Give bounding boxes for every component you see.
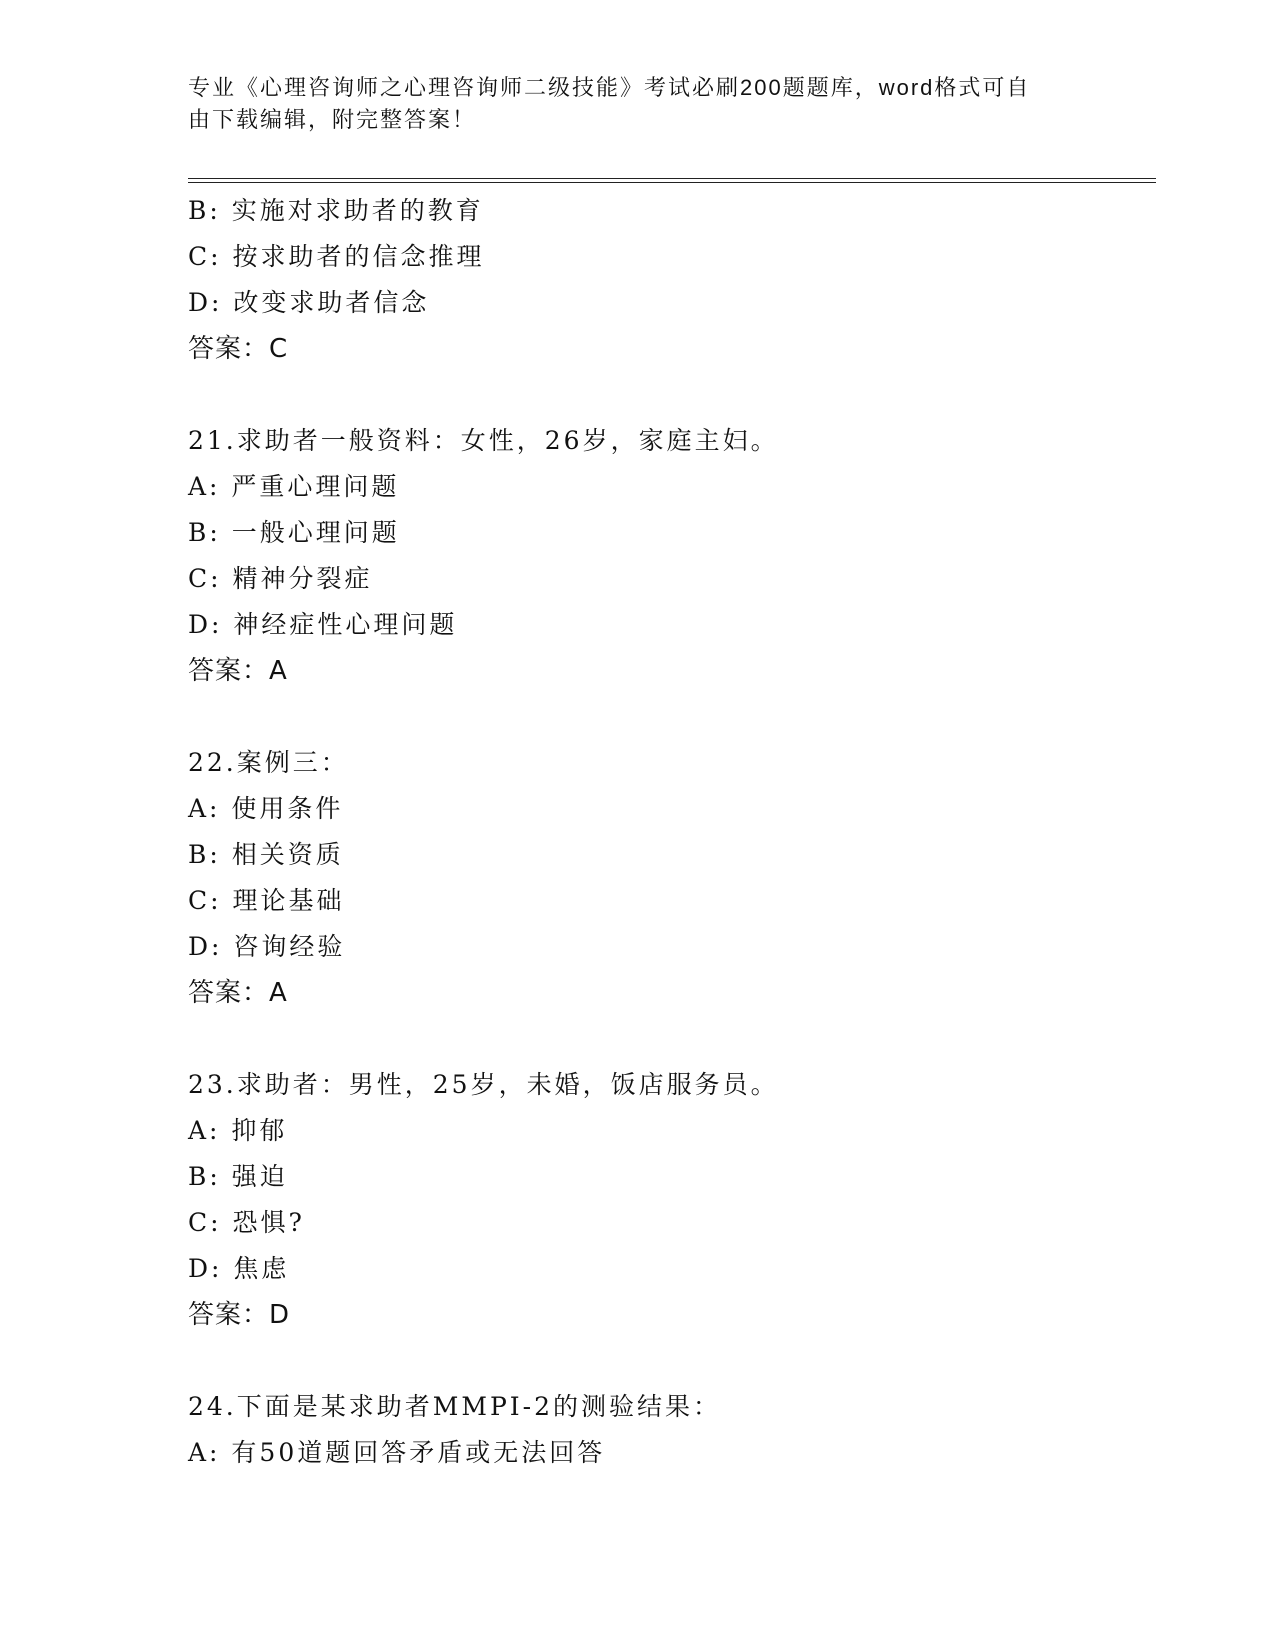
question-text: 22.案例三： (188, 748, 349, 777)
option-c: C: 精神分裂症 (188, 564, 373, 593)
option-d: D: 咨询经验 (188, 932, 346, 961)
header-divider-bottom (188, 182, 1156, 183)
option-b: B: 一般心理问题 (188, 518, 400, 547)
option-d: D: 焦虑 (188, 1254, 290, 1283)
question-block (188, 740, 1148, 1016)
question-block (188, 1384, 1148, 1476)
block-spacer (188, 694, 1148, 740)
block-spacer (188, 1338, 1148, 1384)
question-text: 23.求助者：男性，25岁，未婚，饭店服务员。 (188, 1070, 779, 1099)
question-block (188, 418, 1148, 694)
option-a: A: 使用条件 (188, 794, 344, 823)
block-spacer (188, 1016, 1148, 1062)
answer-line: 答案：A (188, 978, 288, 1008)
option-a: A: 严重心理问题 (188, 472, 400, 501)
option-b: B: 强迫 (188, 1162, 288, 1191)
option-c: C: 理论基础 (188, 886, 345, 915)
document-header (188, 72, 1068, 136)
question-text: 24.下面是某求助者MMPI-2的测验结果： (188, 1392, 722, 1421)
option-b: B: 相关资质 (188, 840, 344, 869)
header-divider-top (188, 178, 1156, 179)
header-line-2: 由下载编辑，附完整答案！ (188, 107, 477, 132)
option-d: D: 改变求助者信念 (188, 288, 430, 317)
block-spacer (188, 372, 1148, 418)
question-list (188, 188, 1148, 1476)
question-block (188, 1062, 1148, 1338)
header-line-1: 专业《心理咨询师之心理咨询师二级技能》考试必刷200题题库，word格式可自 (188, 75, 1031, 100)
option-b: B: 实施对求助者的教育 (188, 196, 484, 225)
answer-line: 答案：C (188, 334, 289, 364)
answer-line: 答案：A (188, 656, 288, 686)
option-a: A: 有50道题回答矛盾或无法回答 (188, 1438, 606, 1467)
option-c: C: 恐惧? (188, 1208, 305, 1237)
option-a: A: 抑郁 (188, 1116, 288, 1145)
option-c: C: 按求助者的信念推理 (188, 242, 485, 271)
question-text: 21.求助者一般资料：女性，26岁，家庭主妇。 (188, 426, 779, 455)
question-block (188, 188, 1148, 372)
answer-line: 答案：D (188, 1300, 291, 1330)
option-d: D: 神经症性心理问题 (188, 610, 458, 639)
